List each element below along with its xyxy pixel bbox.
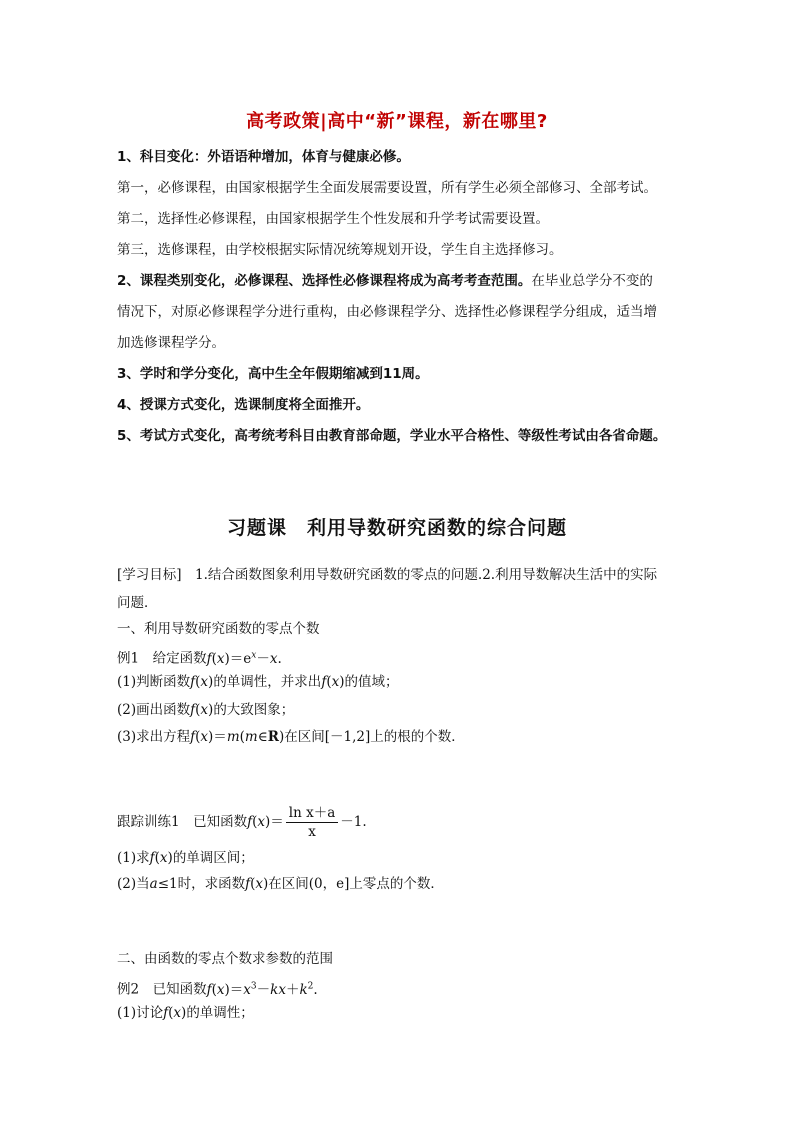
training-1-text: 已知函数 <box>193 814 248 830</box>
learning-goals-text: 1.结合函数图象利用导数研究函数的零点的问题.2.利用导数解决生活中的实际 <box>195 567 658 583</box>
training-1-q1 <box>117 848 682 868</box>
tq1-part-b: 的单调区间； <box>172 850 254 866</box>
policy-title: 高考政策|高中“新”课程，新在哪里? <box>246 111 548 132</box>
fx-symbol: f(x) <box>190 702 214 718</box>
tq2-part-b: ≤1时，求函数 <box>157 876 246 892</box>
fx-symbol: f(x) <box>321 674 345 690</box>
fx-symbol: f(x) <box>149 850 173 866</box>
tq2-part-c: 在区间(0，e]上零点的个数． <box>268 876 444 892</box>
example-2-q1 <box>117 1003 682 1023</box>
policy-item-3: 3、学时和学分变化，高中生全年假期缩减到11周。 <box>117 366 429 382</box>
policy-item-1: 1、科目变化：外语语种增加，体育与健康必修。 <box>117 149 410 165</box>
q3-part-b: 在区间[－1,2]上的根的个数． <box>284 729 465 745</box>
policy-item-2-bold: 2、课程类别变化，必修课程、选择性必修课程将成为高考考查范围。 <box>117 273 532 289</box>
learning-goals-line-2: 问题． <box>117 595 158 611</box>
policy-item-2-rest: 在毕业总学分不变的 <box>531 273 653 289</box>
example-1-formula: $f(x)=e^x-x$. <box>206 650 282 667</box>
section-2-heading: 二、由函数的零点个数求参数的范围 <box>117 951 333 967</box>
example-1-q2 <box>117 700 682 720</box>
example-2-label: 例2 <box>117 981 140 998</box>
eq1-part-b: 的单调性； <box>186 1005 254 1021</box>
q3-part-a: (3)求出方程 <box>117 729 191 745</box>
policy-item-2 <box>117 271 682 291</box>
equation: f(x)＝m(m∈R) <box>190 729 285 745</box>
var-a: a <box>149 876 158 892</box>
q1-part-c: 的值域； <box>344 674 399 690</box>
training-1-label: 跟踪训练1 <box>117 814 180 830</box>
tq1-part-a: (1)求 <box>117 850 150 866</box>
example-2-formula: $f(x)=x^3-kx+k^2$. <box>206 981 318 998</box>
policy-item-5: 5、考试方式变化，高考统考科目由教育部命题，学业水平合格性、等级性考试由各省命题。 <box>117 428 667 444</box>
fx-symbol: f(x) <box>163 1005 187 1021</box>
q2-part-a: (2)画出函数 <box>117 702 191 718</box>
section-1-heading: 一、利用导数研究函数的零点个数 <box>117 621 320 637</box>
fx-symbol: f(x) <box>245 876 269 892</box>
q1-part-b: 的单调性，并求出 <box>213 674 322 690</box>
policy-para-3: 第三，选修课程，由学校根据实际情况统筹规划开设，学生自主选择修习。 <box>117 242 563 258</box>
fx-symbol: f(x) <box>190 674 214 690</box>
fx-symbol: f(x)＝ <box>247 814 284 830</box>
example-1-text: 给定函数 <box>152 650 207 667</box>
example-2-text: 已知函数 <box>152 981 207 998</box>
policy-para-1: 第一，必修课程，由国家根据学生全面发展需要设置，所有学生必须全部修习、全部考试。 <box>117 180 657 196</box>
lesson-title: 习题课 利用导数研究函数的综合问题 <box>226 517 567 539</box>
policy-item-2-line-3: 加选修课程学分。 <box>117 335 225 351</box>
policy-para-2: 第二，选择性必修课程，由国家根据学生个性发展和升学考试需要设置。 <box>117 211 549 227</box>
training-1-tail: －1. <box>340 814 367 830</box>
eq1-part-a: (1)讨论 <box>117 1005 164 1021</box>
example-1-q3 <box>117 727 682 747</box>
training-1-q2 <box>117 874 682 894</box>
fraction-numerator: ln x＋a <box>286 804 338 823</box>
q1-part-a: (1)判断函数 <box>117 674 191 690</box>
tq2-part-a: (2)当 <box>117 876 150 892</box>
fraction-denominator: x <box>308 824 316 840</box>
example-1-q1 <box>117 672 682 692</box>
example-1 <box>117 645 682 669</box>
policy-item-4: 4、授课方式变化，选课制度将全面推开。 <box>117 397 370 413</box>
q2-part-b: 的大致图象； <box>213 702 295 718</box>
learning-goals-label: [学习目标] <box>117 567 182 583</box>
example-2 <box>117 976 682 1000</box>
policy-item-2-line-2: 情况下，对原必修课程学分进行重构，由必修课程学分、选择性必修课程学分组成，适当增 <box>117 304 657 320</box>
training-1 <box>117 803 682 841</box>
learning-goals <box>117 565 682 585</box>
fraction <box>286 804 338 841</box>
example-1-label: 例1 <box>117 650 140 667</box>
